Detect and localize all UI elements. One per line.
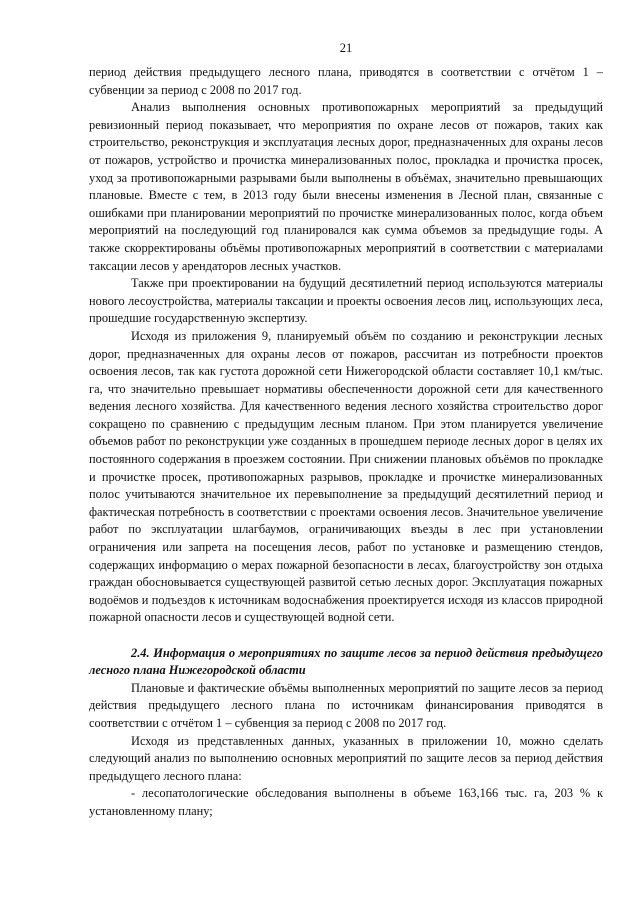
page-number: 21 [339,41,353,55]
paragraph-protection-volumes: Плановые и фактические объёмы выполненных мероприятий по защите лесов за период действия предыдущего лесного плана по источникам финансирования приводятся в соответствии с отчётом 1 – субвенция за период с 2008 по 2017 год. [89,680,603,730]
paragraph-fire-measures-analysis: Анализ выполнения основных противопожарных мероприятий за предыдущий ревизионный период показывает, что мероприятия по охране лесов от пожаров, таких как строительство, реконструкция и эксплуатация лесных дорог, предназначенных для охраны лесов от пожаров, устройство и прочистка минерализованных полос, прокладка и прочистка просек, уход за противопожарными разрывами были выполнены в объёмах, значительно превышающих плановые. Вместе с тем, в 2013 году были внесены изменения в Лесной план, связанные с ошибками при планировании мероприятий по прочистке минерализованных полос, когда объем мероприятий на последующий год планировался как сумма объемов за предыдущие годы. А также скорректированы объёмы противопожарных мероприятий в соответствии с материалами таксации лесов у арендаторов лесных участков. [89,100,603,273]
paragraph-continued: период действия предыдущего лесного плана, приводятся в соответствии с отчётом 1 – субвенции за период с 2008 по 2017 год. [89,65,603,97]
section-heading: 2.4. Информация о мероприятиях по защите лесов за период действия предыдущего лесного плана Нижегородской области [89,645,603,678]
page-body [89,64,603,821]
paragraph-appendix-analysis: Исходя из представленных данных, указанных в приложении 10, можно сделать следующий анализ по выполнению основных мероприятий по защите лесов за период действия предыдущего лесного плана: [89,733,603,783]
list-item-surveys: - лесопатологические обследования выполнены в объеме 163,166 тыс. га, 203 % к установленному плану; [89,786,603,818]
paragraph-forest-roads: Исходя из приложения 9, планируемый объём по созданию и реконструкции лесных дорог, предназначенных для охраны лесов от пожаров, рассчитан из потребности проектов освоения лесов, так как густота дорожной сети Нижегородской области составляет 10,1 км/тыс. га, что значительно превышает нормативы обеспеченности дорожной сети для качественного ведения лесного хозяйства. Для качественного ведения лесного хозяйства строительство дорог сокращено по сравнению с предыдущим лесным планом. При этом планируется увеличение объемов работ по реконструкции уже созданных в прошедшем периоде лесных дорог в целях их постоянного содержания в проезжем состоянии. При снижении плановых объёмов по прокладке и прочистке просек, противопожарных разрывов, прокладке и прочистке минерализованных полос учитываются значительное их перевыполнение за предыдущий десятилетний период и фактическая потребность в соответствии с проектами освоения лесов. Значительное увеличение работ по эксплуатации шлагбаумов, ограничивающих въезды в лес при установлении ограничения или запрета на посещения лесов, работ по установке и размещению стендов, содержащих информацию о мерах пожарной безопасности в лесах, благоустройству зон отдыха граждан обосновывается существующей развитой сетью лесных дорог. Эксплуатация пожарных водоёмов и подъездов к источникам водоснабжения проектируется исходя из классов природной пожарной опасности лесов и существующей водной сети. [89,328,603,625]
document-page [89,0,603,905]
paragraph-forest-planning-materials: Также при проектировании на будущий десятилетний период используются материалы нового лесоустройства, материалы таксации и проекты освоения лесов лиц, использующих леса, прошедшие государственную экспертизу. [89,276,603,326]
